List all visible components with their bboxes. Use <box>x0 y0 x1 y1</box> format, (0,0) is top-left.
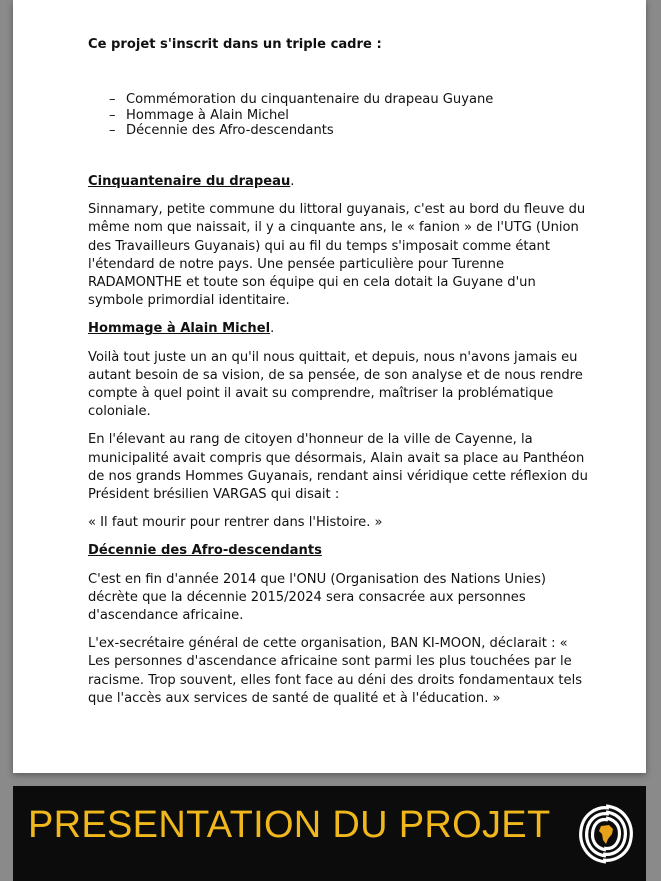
section-heading-decade <box>88 542 588 560</box>
document-content <box>88 36 588 718</box>
section-heading-text: Décennie des Afro-descendants <box>88 543 322 559</box>
section-heading-tribute <box>88 320 588 338</box>
list-item-label: Décennie des Afro-descendants <box>126 123 334 139</box>
list-item <box>109 108 588 124</box>
list-item-label: Commémoration du cinquantenaire du drapeau Guyane <box>126 92 494 108</box>
section-heading-suffix: . <box>290 173 295 189</box>
paragraph: Voilà tout juste un an qu'il nous quittait, et depuis, nous n'avons jamais eu autant besoin de sa vision, de sa pensée, de son analyse et de nous rendre compte à quel point il avait su comprendre, maîtriser la problématique coloniale. <box>88 349 583 420</box>
paragraph: C'est en fin d'année 2014 que l'ONU (Organisation des Nations Unies) décrète que la décennie 2015/2024 sera consacrée aux personnes d'ascendance africaine. <box>88 571 547 624</box>
intro-text: Ce projet s'inscrit dans un triple cadre : <box>88 37 382 52</box>
list-item <box>109 92 588 108</box>
section-heading-suffix: . <box>270 321 275 337</box>
swirl-africa-logo-icon <box>573 798 639 870</box>
frame-list <box>88 92 588 139</box>
section-heading-text: Cinquantenaire du drapeau <box>88 173 291 189</box>
dash-bullet: – <box>109 107 116 123</box>
section-heading-text: Hommage à Alain Michel <box>88 321 271 337</box>
dash-bullet: – <box>109 92 116 108</box>
list-item-label: Hommage à Alain Michel <box>126 107 289 123</box>
section-heading-flag <box>88 173 588 191</box>
quote-paragraph: « Il faut mourir pour rentrer dans l'Histoire. » <box>88 515 383 531</box>
paragraph: L'ex-secrétaire général de cette organisation, BAN KI-MOON, déclarait : « Les personnes d'ascendance africaine sont parmi les plus touchées par le racisme. Trop souvent, elles font face au déni des droits fondamentaux tels que l'accès aux services de santé de qualité et à l'éducation. » <box>88 636 583 706</box>
banner-title: PRESENTATION DU PROJET <box>28 804 551 846</box>
document-page <box>13 0 646 773</box>
paragraph: En l'élevant au rang de citoyen d'honneur de la ville de Cayenne, la municipalité avait compris que désormais, Alain avait sa place au Panthéon de nos grands Hommes Guyanais, rendant ainsi véridique cette réflexion du Président brésilien VARGAS qui disait : <box>88 432 588 503</box>
title-banner <box>13 786 646 881</box>
dash-bullet: – <box>109 123 116 139</box>
paragraph: Sinnamary, petite commune du littoral guyanais, c'est au bord du fleuve du même nom que naissait, il y a cinquante ans, le « fanion » de l'UTG (Union des Travailleurs Guyanais) qui au fil du temps s'imposait comme étant l'étendard de notre pays. Une pensée particulière pour Turenne RADAMONTHE et toute son équipe qui en cela dotait la Guyane d'un symbole primordial identitaire. <box>88 202 586 309</box>
list-item <box>109 123 588 139</box>
